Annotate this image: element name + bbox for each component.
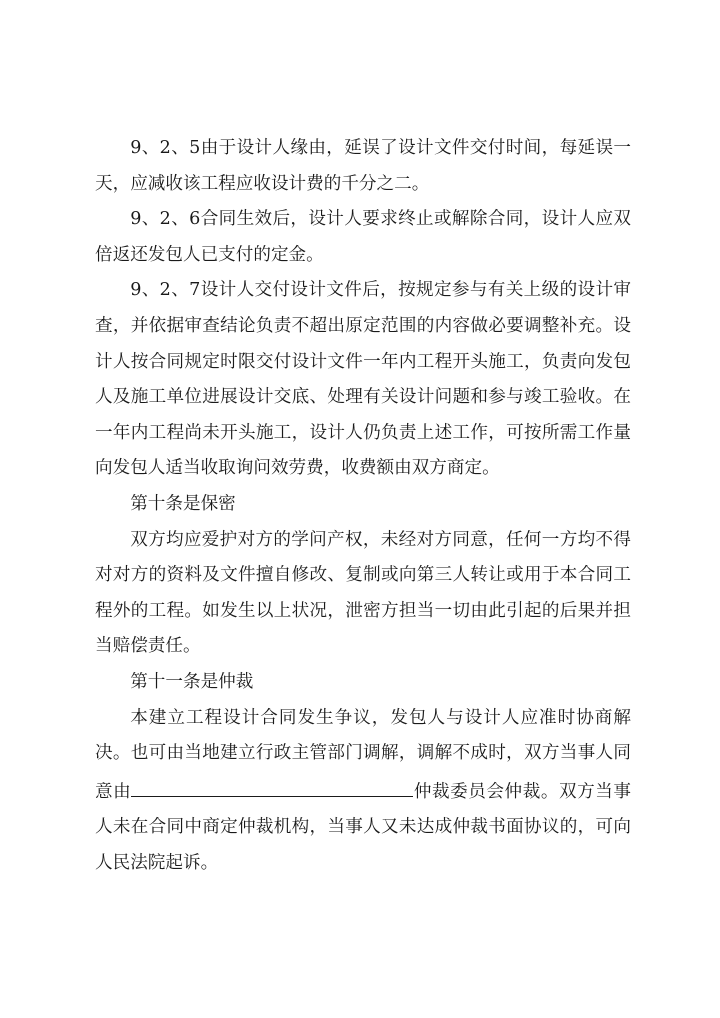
- arbitration-blank-line: [131, 772, 413, 797]
- article-11-text-b: 仲裁委员会仲裁。双方当事人未在合同中商定仲裁机构，当事人又未达成仲裁书面协议的，可向人民法院起诉。: [95, 781, 631, 873]
- article-10-heading: 第十条是保密: [130, 493, 236, 514]
- clause-9-2-7: 9、2、7设计人交付设计文件后，按规定参与有关上级的设计审查，并依据审查结论负责不超出原定范围的内容做必要调整补充。设计人按合同规定时限交付设计文件一年内工程开头施工，负责向发包人及施工单位进展设计交底、处理有关设计问题和参与竣工验收。在一年内工程尚未开头施工，设计人仍负责上述工作，可按所需工作量向发包人适当收取询问效劳费，收费额由双方商定。: [95, 280, 631, 479]
- article-10-body: 双方均应爱护对方的学问产权，未经对方同意，任何一方均不得对对方的资料及文件擅自修改、复制或向第三人转让或用于本合同工程外的工程。如发生以上状况，泄密方担当一切由此引起的后果并担当赔偿责任。: [95, 529, 631, 657]
- article-11-heading: 第十一条是仲裁: [130, 671, 254, 692]
- article-11-body: [95, 701, 631, 882]
- clause-9-2-6: 9、2、6合同生效后，设计人要求终止或解除合同，设计人应双倍返还发包人已支付的定金。: [95, 209, 631, 265]
- clause-9-2-5: 9、2、5由于设计人缘由，延误了设计文件交付时间，每延误一天，应减收该工程应收设计费的千分之二。: [95, 138, 631, 194]
- document-body: [95, 131, 631, 881]
- article-11-text-a: 本建立工程设计合同发生争议，发包人与设计人应准时协商解决。也可由当地建立行政主管部门调解，调解不成时，双方当事人同意由: [95, 707, 631, 802]
